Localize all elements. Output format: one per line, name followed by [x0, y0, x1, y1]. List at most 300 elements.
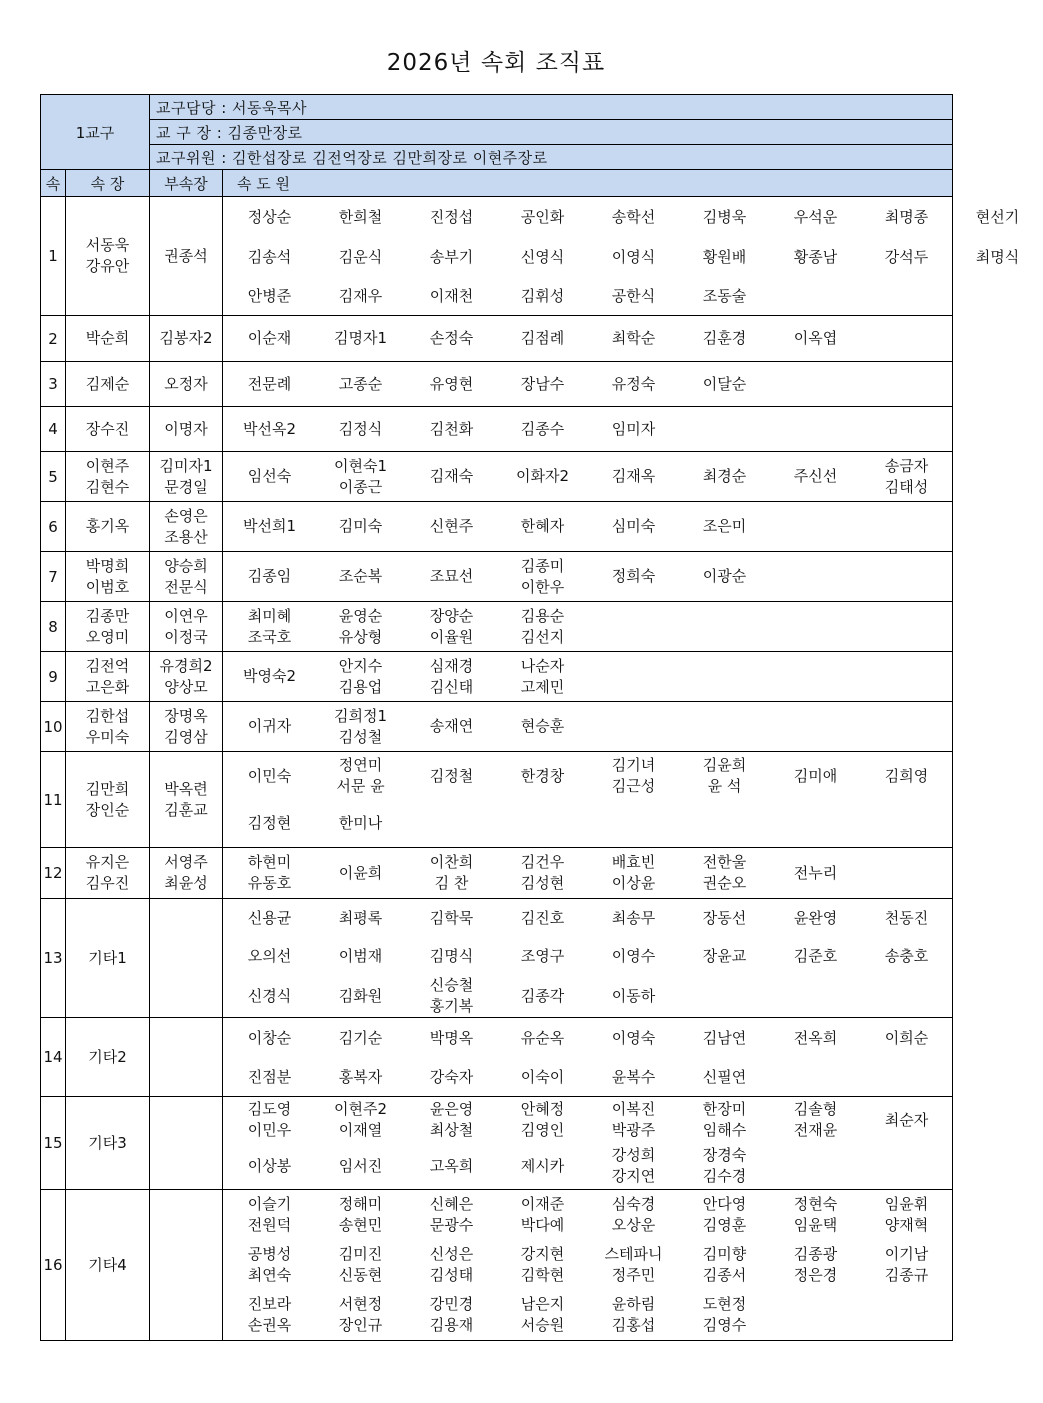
- leader-name: 김종만: [85, 606, 130, 625]
- group-sub-leader: [150, 362, 223, 407]
- header-sub-leader: 부속장: [150, 170, 223, 197]
- member-name: 유정숙: [611, 374, 656, 393]
- member-name: 김재옥: [611, 467, 656, 485]
- member-name: 이상봉: [247, 1156, 292, 1175]
- member-line: [223, 653, 952, 701]
- member-cell: [588, 986, 679, 1007]
- member-name: 송현민: [338, 1216, 383, 1234]
- member-name: 박선희1: [242, 517, 296, 535]
- member-line: [223, 503, 952, 551]
- member-name: 서현정: [338, 1295, 383, 1313]
- group-row: [41, 702, 953, 752]
- leader-name: 서동욱: [85, 236, 130, 254]
- member-name: 박다예: [520, 1216, 565, 1234]
- member-name: 도현정: [702, 1295, 747, 1313]
- group-members: [223, 652, 953, 702]
- member-name: 김명식: [429, 946, 474, 965]
- group-leader: [66, 1018, 150, 1097]
- member-name: 김건우: [520, 853, 565, 871]
- member-cell: [497, 556, 588, 598]
- district-name: 1교구: [41, 95, 150, 170]
- member-cell: [679, 1294, 770, 1336]
- sub-leader-name: 김봉자2: [159, 329, 213, 347]
- member-name: 한경창: [520, 766, 565, 785]
- member-name: 전한울: [702, 853, 747, 871]
- member-cell: [588, 908, 679, 929]
- member-name: 송금자: [884, 456, 929, 475]
- member-cell: [588, 1099, 679, 1141]
- member-name: 손권옥: [247, 1316, 292, 1334]
- member-name: 김영수: [702, 1316, 747, 1334]
- member-cell: [224, 516, 315, 537]
- member-name: 강숙자: [429, 1067, 474, 1086]
- member-cell: [315, 1194, 406, 1236]
- group-leader: [66, 197, 150, 316]
- sub-leader-name: 권종석: [164, 246, 208, 265]
- member-name: 최순자: [884, 1110, 929, 1129]
- member-cell: [770, 863, 861, 884]
- leader-name: 기타2: [88, 1047, 127, 1066]
- group-members: [223, 362, 953, 407]
- member-name: 김명자1: [333, 329, 387, 347]
- member-name: 이화자2: [515, 467, 569, 485]
- group-row: [41, 316, 953, 362]
- member-name: 김희정1: [333, 706, 387, 725]
- member-name: 김용순: [520, 606, 565, 625]
- member-name: 이동하: [611, 986, 656, 1005]
- member-name: 김미진: [338, 1245, 383, 1263]
- member-name: 최미혜: [247, 606, 292, 625]
- group-sub-leader: [150, 452, 223, 502]
- member-cell: [315, 286, 406, 307]
- member-name: 신필연: [702, 1067, 747, 1086]
- member-cell: [952, 247, 1043, 268]
- member-name: 송재연: [429, 717, 474, 735]
- member-name: 오의선: [247, 946, 292, 965]
- group-members: [223, 552, 953, 602]
- member-name: 김화원: [338, 986, 383, 1005]
- member-cell: [315, 755, 406, 797]
- member-cell: [770, 766, 861, 787]
- member-name: 김종규: [884, 1266, 929, 1284]
- member-cell: [406, 466, 497, 487]
- member-name: 김미숙: [338, 517, 383, 535]
- member-name: 장양순: [429, 606, 474, 625]
- member-cell: [497, 247, 588, 268]
- group-leader: [66, 452, 150, 502]
- member-cell: [861, 1194, 952, 1236]
- group-row: [41, 452, 953, 502]
- member-cell: [679, 1194, 770, 1236]
- member-name: 이영식: [611, 247, 656, 266]
- leader-name: 기타3: [88, 1133, 127, 1152]
- member-name: 홍기복: [429, 997, 474, 1015]
- group-number: 14: [41, 1018, 66, 1097]
- member-cell: [861, 247, 952, 268]
- member-name: 신성은: [429, 1245, 474, 1263]
- member-name: 심숙경: [611, 1195, 656, 1213]
- leader-name: 김만희: [85, 779, 130, 798]
- member-name: 고제민: [520, 677, 565, 696]
- member-cell: [588, 286, 679, 307]
- group-number: 15: [41, 1097, 66, 1190]
- leader-name: 김현수: [85, 477, 130, 496]
- sub-leader-name: 이정국: [164, 627, 208, 646]
- member-name: 신현주: [429, 517, 474, 535]
- group-row: [41, 752, 953, 848]
- group-leader: [66, 407, 150, 452]
- member-line: [223, 1190, 952, 1240]
- member-name: 황원배: [702, 247, 747, 266]
- district-committee: 교구위원 : 김한섭장로 김전억장로 김만희장로 이현주장로: [150, 145, 953, 170]
- member-name: 이귀자: [247, 717, 292, 735]
- member-cell: [315, 908, 406, 929]
- member-cell: [861, 946, 952, 967]
- member-name: 양재혁: [884, 1216, 929, 1234]
- group-sub-leader: [150, 848, 223, 899]
- member-cell: [588, 207, 679, 228]
- member-name: 김정식: [338, 419, 383, 438]
- member-cell: [406, 1067, 497, 1088]
- member-cell: [224, 419, 315, 440]
- member-cell: [224, 374, 315, 395]
- member-line: [223, 1097, 952, 1143]
- member-name: 윤하림: [611, 1295, 656, 1313]
- member-cell: [497, 908, 588, 929]
- member-name: 최연숙: [247, 1266, 292, 1284]
- sub-leader-name: 손영은: [164, 506, 208, 525]
- member-name: 이윤희: [338, 863, 383, 882]
- member-cell: [406, 1028, 497, 1049]
- member-name: 한혜자: [520, 517, 565, 535]
- group-number: 4: [41, 407, 66, 452]
- member-name: 이희순: [884, 1028, 929, 1047]
- member-cell: [224, 1067, 315, 1088]
- member-name: 심미숙: [611, 517, 656, 535]
- group-sub-leader: [150, 752, 223, 848]
- leader-name: 기타1: [88, 948, 127, 967]
- member-name: 손정숙: [429, 329, 474, 347]
- member-cell: [770, 946, 861, 967]
- member-name: 문광수: [429, 1216, 474, 1234]
- district-pastor: 교구담당 : 서동욱목사: [150, 95, 953, 120]
- sub-leader-name: 김훈교: [164, 800, 208, 819]
- member-cell: [497, 1294, 588, 1336]
- member-cell: [224, 247, 315, 268]
- member-cell: [679, 1244, 770, 1286]
- group-number: 12: [41, 848, 66, 899]
- member-name: 이영수: [611, 946, 656, 965]
- member-line: [223, 1290, 952, 1340]
- member-cell: [406, 852, 497, 894]
- member-cell: [315, 456, 406, 498]
- member-name: 최송무: [611, 908, 656, 927]
- member-cell: [224, 286, 315, 307]
- member-line: [223, 363, 952, 406]
- member-name: 박명옥: [429, 1028, 474, 1047]
- group-sub-leader: [150, 1018, 223, 1097]
- member-name: 박영숙2: [242, 667, 296, 685]
- member-cell: [497, 1156, 588, 1177]
- member-line: [223, 800, 952, 847]
- member-cell: [497, 374, 588, 395]
- member-cell: [224, 813, 315, 834]
- member-name: 정희숙: [611, 567, 656, 585]
- member-name: 윤완영: [793, 908, 838, 927]
- sub-leader-name: 최윤성: [164, 874, 208, 892]
- member-name: 김진호: [520, 908, 565, 927]
- member-name: 김미향: [702, 1245, 747, 1263]
- member-cell: [406, 1244, 497, 1286]
- member-name: 김성철: [338, 727, 383, 746]
- group-members: [223, 1097, 953, 1190]
- member-cell: [497, 656, 588, 698]
- member-name: 강민경: [429, 1295, 474, 1313]
- member-name: 윤영순: [338, 606, 383, 625]
- member-cell: [679, 755, 770, 797]
- member-name: 김종수: [520, 419, 565, 438]
- member-name: 주신선: [793, 467, 838, 485]
- group-number: 1: [41, 197, 66, 316]
- member-name: 최평록: [338, 908, 383, 927]
- member-name: 안다영: [702, 1195, 747, 1213]
- member-line: [223, 1240, 952, 1290]
- group-members: [223, 848, 953, 899]
- member-name: 김용재: [429, 1316, 474, 1334]
- member-cell: [497, 419, 588, 440]
- member-name: 스테파니: [604, 1245, 663, 1263]
- member-cell: [588, 852, 679, 894]
- member-name: 황종남: [793, 247, 838, 266]
- sub-leader-name: 서영주: [164, 853, 208, 871]
- member-cell: [679, 328, 770, 349]
- member-cell: [406, 908, 497, 929]
- group-members: [223, 1190, 953, 1341]
- member-cell: [406, 419, 497, 440]
- member-cell: [224, 1028, 315, 1049]
- member-cell: [315, 706, 406, 748]
- member-name: 홍복자: [338, 1067, 383, 1086]
- member-cell: [679, 1028, 770, 1049]
- member-cell: [861, 1110, 952, 1131]
- member-name: 고옥희: [429, 1156, 474, 1175]
- member-name: 박광주: [611, 1121, 656, 1139]
- member-cell: [406, 374, 497, 395]
- member-cell: [588, 755, 679, 797]
- member-name: 김희영: [884, 766, 929, 785]
- member-cell: [588, 1028, 679, 1049]
- member-name: 현승훈: [520, 717, 565, 735]
- group-sub-leader: [150, 552, 223, 602]
- member-line: [223, 237, 1020, 277]
- member-name: 이현주2: [333, 1100, 387, 1118]
- member-name: 고종순: [338, 374, 383, 393]
- member-name: 최명식: [975, 247, 1020, 266]
- member-name: 김정현: [247, 814, 292, 832]
- group-sub-leader: [150, 502, 223, 552]
- sub-leader-name: 김영삼: [164, 727, 208, 746]
- group-row: [41, 1190, 953, 1341]
- member-cell: [588, 566, 679, 587]
- member-name: 심재경: [429, 656, 474, 675]
- member-name: 김종광: [793, 1245, 838, 1263]
- member-name: 강성희: [611, 1146, 656, 1164]
- member-cell: [406, 566, 497, 587]
- member-name: 김미애: [793, 766, 838, 785]
- member-name: 정은경: [793, 1266, 838, 1284]
- member-cell: [679, 247, 770, 268]
- group-number: 3: [41, 362, 66, 407]
- member-cell: [315, 207, 406, 228]
- member-name: 서승원: [520, 1316, 565, 1334]
- member-name: 김성태: [429, 1266, 474, 1284]
- member-name: 최명종: [884, 207, 929, 226]
- leader-name: 김우진: [85, 874, 130, 892]
- member-cell: [588, 1067, 679, 1088]
- group-number: 9: [41, 652, 66, 702]
- group-number: 6: [41, 502, 66, 552]
- member-name: 김종임: [247, 567, 292, 585]
- leader-name: 이범호: [85, 577, 130, 596]
- group-sub-leader: [150, 407, 223, 452]
- member-cell: [224, 566, 315, 587]
- group-row: [41, 1097, 953, 1190]
- member-name: 이한우: [520, 577, 565, 596]
- member-name: 송부기: [429, 247, 474, 266]
- group-leader: [66, 1097, 150, 1190]
- member-name: 조순복: [338, 567, 383, 585]
- member-name: 유순옥: [520, 1028, 565, 1047]
- member-cell: [224, 1099, 315, 1141]
- member-name: 이상윤: [611, 874, 656, 892]
- member-name: 김남연: [702, 1028, 747, 1047]
- member-name: 임미자: [611, 419, 656, 438]
- member-name: 신경식: [247, 986, 292, 1005]
- member-name: 안지수: [338, 656, 383, 675]
- member-name: 전재윤: [793, 1121, 838, 1139]
- member-name: 김도영: [247, 1100, 292, 1118]
- member-cell: [224, 328, 315, 349]
- leader-name: 기타4: [88, 1255, 127, 1274]
- member-name: 최경순: [702, 467, 747, 485]
- member-cell: [315, 1067, 406, 1088]
- member-cell: [315, 1294, 406, 1336]
- group-row: [41, 197, 953, 316]
- member-name: 이옥엽: [793, 329, 838, 347]
- group-sub-leader: [150, 602, 223, 652]
- member-name: 임해수: [702, 1121, 747, 1139]
- member-cell: [497, 716, 588, 737]
- member-cell: [406, 328, 497, 349]
- member-cell: [679, 207, 770, 228]
- member-name: 박선옥2: [242, 419, 296, 438]
- sub-leader-name: 이연우: [164, 606, 208, 625]
- header-members: 속 도 원: [223, 170, 953, 197]
- member-name: 전문례: [247, 374, 292, 393]
- member-cell: [315, 1028, 406, 1049]
- page-title: 2026년 속회 조직표: [386, 50, 606, 76]
- member-name: 제시카: [520, 1156, 565, 1175]
- member-cell: [770, 1244, 861, 1286]
- member-cell: [406, 516, 497, 537]
- member-cell: [588, 1194, 679, 1236]
- member-name: 유영현: [429, 374, 474, 393]
- member-cell: [224, 946, 315, 967]
- member-cell: [497, 1067, 588, 1088]
- member-name: 신승철: [429, 976, 474, 994]
- table-body: [41, 95, 1020, 1341]
- member-name: 이현숙1: [333, 456, 387, 475]
- leader-name: 강유안: [85, 257, 130, 275]
- group-number: 16: [41, 1190, 66, 1341]
- leader-name: 이현주: [85, 456, 130, 475]
- member-name: 김수경: [702, 1167, 747, 1185]
- member-name: 윤 석: [707, 777, 742, 795]
- member-name: 신동현: [338, 1266, 383, 1284]
- member-name: 김솔형: [793, 1100, 838, 1118]
- member-cell: [588, 374, 679, 395]
- leader-name: 우미숙: [85, 727, 130, 746]
- member-cell: [497, 946, 588, 967]
- member-cell: [497, 466, 588, 487]
- member-cell: [497, 207, 588, 228]
- group-leader: [66, 502, 150, 552]
- group-row: [41, 552, 953, 602]
- group-number: 11: [41, 752, 66, 848]
- member-line: [223, 899, 952, 937]
- member-cell: [588, 1244, 679, 1286]
- member-name: 임윤휘: [884, 1195, 929, 1213]
- member-name: 정해미: [338, 1195, 383, 1213]
- group-row: [41, 602, 953, 652]
- member-cell: [224, 986, 315, 1007]
- group-members: [223, 752, 953, 848]
- member-name: 송충호: [884, 946, 929, 965]
- group-sub-leader: [150, 1097, 223, 1190]
- group-leader: [66, 652, 150, 702]
- sub-leader-name: 유경희2: [159, 656, 213, 675]
- group-members: [223, 602, 953, 652]
- leader-name: 유지은: [85, 853, 130, 871]
- group-members: [223, 452, 953, 502]
- member-name: 신용균: [247, 908, 292, 927]
- group-members: [223, 702, 953, 752]
- member-cell: [497, 986, 588, 1007]
- member-name: 한미나: [338, 814, 383, 832]
- member-name: 장윤교: [702, 946, 747, 965]
- leader-name: 김제순: [85, 374, 130, 393]
- member-line: [223, 703, 952, 751]
- member-name: 남은지: [520, 1295, 565, 1313]
- member-cell: [679, 1145, 770, 1187]
- member-cell: [679, 1099, 770, 1141]
- member-name: 김태성: [884, 477, 929, 496]
- member-name: 임윤택: [793, 1216, 838, 1234]
- sub-leader-name: 김미자1: [159, 456, 213, 475]
- member-cell: [224, 1294, 315, 1336]
- member-cell: [315, 566, 406, 587]
- leader-name: 장인순: [85, 800, 130, 819]
- member-name: 전누리: [793, 863, 838, 882]
- member-name: 윤은영: [429, 1100, 474, 1118]
- leader-name: 오영미: [85, 627, 130, 646]
- member-name: 김훈경: [702, 329, 747, 347]
- group-members: [223, 316, 953, 362]
- member-cell: [224, 1194, 315, 1236]
- member-name: 이기남: [884, 1245, 929, 1263]
- member-name: 한장미: [702, 1100, 747, 1118]
- member-name: 김 찬: [434, 874, 469, 892]
